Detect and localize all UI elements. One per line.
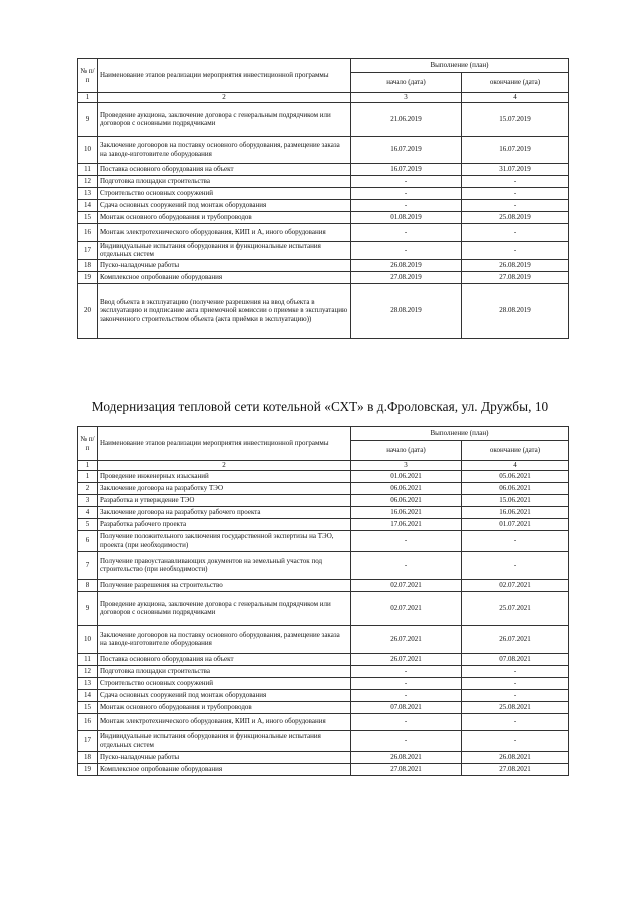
index-cell: 1	[78, 93, 98, 103]
row-number: 3	[78, 494, 98, 506]
end-date: 25.08.2021	[462, 701, 569, 713]
stage-name: Поставка основного оборудования на объект	[98, 163, 351, 175]
table-header	[78, 59, 569, 103]
table-row	[78, 518, 569, 530]
table-row	[78, 653, 569, 665]
stage-name: Подготовка площадки строительства	[98, 175, 351, 187]
stage-name: Проведение аукциона, заключение договора с генеральным подрядчиком или договоров с основными подрядчиками	[98, 102, 351, 136]
start-date: 16.07.2019	[351, 136, 462, 163]
stage-name: Монтаж основного оборудования и трубопроводов	[98, 701, 351, 713]
start-date: -	[351, 689, 462, 701]
end-date: -	[462, 199, 569, 211]
table-row	[78, 751, 569, 763]
end-date: -	[462, 223, 569, 241]
row-number: 18	[78, 751, 98, 763]
col-exec-header: Выполнение (план)	[351, 427, 569, 441]
end-date: -	[462, 665, 569, 677]
end-date: 28.08.2019	[462, 283, 569, 338]
schedule-table-2	[77, 426, 569, 776]
table-body	[78, 470, 569, 775]
row-number: 2	[78, 482, 98, 494]
table-row	[78, 283, 569, 338]
table-row	[78, 259, 569, 271]
stage-name: Пуско-наладочные работы	[98, 259, 351, 271]
start-date: 06.06.2021	[351, 482, 462, 494]
end-date: 07.08.2021	[462, 653, 569, 665]
start-date: 21.06.2019	[351, 102, 462, 136]
row-number: 14	[78, 689, 98, 701]
row-number: 9	[78, 591, 98, 625]
start-date: -	[351, 199, 462, 211]
table-row	[78, 102, 569, 136]
col-end-header: окончание (дата)	[462, 441, 569, 461]
row-number: 13	[78, 187, 98, 199]
start-date: 06.06.2021	[351, 494, 462, 506]
end-date: -	[462, 730, 569, 751]
col-exec-header: Выполнение (план)	[351, 59, 569, 73]
end-date: 31.07.2019	[462, 163, 569, 175]
table-row	[78, 625, 569, 653]
row-number: 5	[78, 518, 98, 530]
start-date: -	[351, 223, 462, 241]
table-row	[78, 506, 569, 518]
table-row	[78, 763, 569, 775]
row-number: 1	[78, 470, 98, 482]
stage-name: Сдача основных сооружений под монтаж оборудования	[98, 689, 351, 701]
index-cell: 3	[351, 461, 462, 471]
row-number: 17	[78, 241, 98, 259]
start-date: 28.08.2019	[351, 283, 462, 338]
index-cell: 3	[351, 93, 462, 103]
end-date: 27.08.2019	[462, 271, 569, 283]
col-name-header: Наименование этапов реализации мероприятия инвестиционной программы	[98, 427, 351, 461]
table-row	[78, 223, 569, 241]
start-date: 26.07.2021	[351, 653, 462, 665]
table-row	[78, 530, 569, 551]
start-date: -	[351, 241, 462, 259]
row-number: 19	[78, 763, 98, 775]
stage-name: Ввод объекта в эксплуатацию (получение разрешения на ввод объекта в эксплуатацию и подписание акта приемочной комиссии о приемке в эксплуатацию законченного строительством объекта (акта приёмки в эксплуатацию))	[98, 283, 351, 338]
table-row	[78, 730, 569, 751]
stage-name: Получение разрешения на строительство	[98, 579, 351, 591]
start-date: -	[351, 730, 462, 751]
row-number: 6	[78, 530, 98, 551]
row-number: 11	[78, 653, 98, 665]
end-date: 05.06.2021	[462, 470, 569, 482]
start-date: -	[351, 677, 462, 689]
end-date: 06.06.2021	[462, 482, 569, 494]
stage-name: Пуско-наладочные работы	[98, 751, 351, 763]
end-date: -	[462, 241, 569, 259]
col-start-header: начало (дата)	[351, 441, 462, 461]
stage-name: Строительство основных сооружений	[98, 187, 351, 199]
table-row	[78, 665, 569, 677]
row-number: 12	[78, 175, 98, 187]
start-date: 26.08.2019	[351, 259, 462, 271]
stage-name: Строительство основных сооружений	[98, 677, 351, 689]
table-row	[78, 701, 569, 713]
stage-name: Проведение инженерных изысканий	[98, 470, 351, 482]
start-date: 16.06.2021	[351, 506, 462, 518]
row-number: 11	[78, 163, 98, 175]
col-start-header: начало (дата)	[351, 73, 462, 93]
table-row	[78, 163, 569, 175]
end-date: -	[462, 530, 569, 551]
table-row	[78, 241, 569, 259]
start-date: -	[351, 551, 462, 579]
stage-name: Подготовка площадки строительства	[98, 665, 351, 677]
row-number: 17	[78, 730, 98, 751]
start-date: 26.08.2021	[351, 751, 462, 763]
start-date: 07.08.2021	[351, 701, 462, 713]
stage-name: Поставка основного оборудования на объект	[98, 653, 351, 665]
row-number: 16	[78, 713, 98, 730]
schedule-table-1	[77, 58, 569, 339]
row-number: 18	[78, 259, 98, 271]
table-row	[78, 482, 569, 494]
row-number: 16	[78, 223, 98, 241]
table-row	[78, 199, 569, 211]
end-date: -	[462, 689, 569, 701]
end-date: 26.08.2019	[462, 259, 569, 271]
table-row	[78, 494, 569, 506]
end-date: 26.08.2021	[462, 751, 569, 763]
stage-name: Получение правоустанавливающих документов на земельный участок под строительство (при необходимости)	[98, 551, 351, 579]
stage-name: Заключение договора на разработку ТЭО	[98, 482, 351, 494]
row-number: 20	[78, 283, 98, 338]
stage-name: Заключение договоров на поставку основного оборудования, размещение заказа на заводе-изготовителе оборудования	[98, 625, 351, 653]
table-row	[78, 591, 569, 625]
end-date: 16.06.2021	[462, 506, 569, 518]
start-date: 01.06.2021	[351, 470, 462, 482]
start-date: 02.07.2021	[351, 591, 462, 625]
stage-name: Заключение договоров на поставку основного оборудования, размещение заказа на заводе-изготовителе оборудования	[98, 136, 351, 163]
section-title: Модернизация тепловой сети котельной «СХТ» в д.Фроловская, ул. Дружбы, 10	[91, 399, 549, 414]
stage-name: Индивидуальные испытания оборудования и функциональные испытания отдельных систем	[98, 730, 351, 751]
end-date: 02.07.2021	[462, 579, 569, 591]
start-date: -	[351, 713, 462, 730]
stage-name: Монтаж электротехнического оборудования, КИП и А, иного оборудования	[98, 223, 351, 241]
table-row	[78, 187, 569, 199]
end-date: -	[462, 175, 569, 187]
stage-name: Проведение аукциона, заключение договора с генеральным подрядчиком или договоров с основными подрядчиками	[98, 591, 351, 625]
col-num-header: № п/п	[78, 59, 98, 93]
row-number: 10	[78, 136, 98, 163]
stage-name: Разработка и утверждение ТЭО	[98, 494, 351, 506]
start-date: 16.07.2019	[351, 163, 462, 175]
table-row	[78, 211, 569, 223]
table-row	[78, 689, 569, 701]
row-number: 9	[78, 102, 98, 136]
end-date: 15.06.2021	[462, 494, 569, 506]
row-number: 14	[78, 199, 98, 211]
table-row	[78, 175, 569, 187]
table-row	[78, 470, 569, 482]
table-row	[78, 136, 569, 163]
end-date: -	[462, 551, 569, 579]
start-date: 26.07.2021	[351, 625, 462, 653]
row-number: 12	[78, 665, 98, 677]
end-date: 15.07.2019	[462, 102, 569, 136]
start-date: 27.08.2021	[351, 763, 462, 775]
index-cell: 1	[78, 461, 98, 471]
table-row	[78, 677, 569, 689]
stage-name: Заключение договора на разработку рабочего проекта	[98, 506, 351, 518]
row-number: 10	[78, 625, 98, 653]
stage-name: Монтаж основного оборудования и трубопроводов	[98, 211, 351, 223]
row-number: 19	[78, 271, 98, 283]
row-number: 7	[78, 551, 98, 579]
col-end-header: окончание (дата)	[462, 73, 569, 93]
col-num-header: № п/п	[78, 427, 98, 461]
start-date: 17.06.2021	[351, 518, 462, 530]
row-number: 8	[78, 579, 98, 591]
table-row	[78, 551, 569, 579]
end-date: 27.08.2021	[462, 763, 569, 775]
end-date: 26.07.2021	[462, 625, 569, 653]
end-date: 25.07.2021	[462, 591, 569, 625]
stage-name: Комплексное опробование оборудования	[98, 763, 351, 775]
start-date: -	[351, 187, 462, 199]
end-date: 25.08.2019	[462, 211, 569, 223]
row-number: 13	[78, 677, 98, 689]
row-number: 15	[78, 701, 98, 713]
index-cell: 2	[98, 461, 351, 471]
end-date: 16.07.2019	[462, 136, 569, 163]
stage-name: Получение положительного заключения государственной экспертизы на ТЭО, проекта (при необходимости)	[98, 530, 351, 551]
index-cell: 4	[462, 93, 569, 103]
end-date: -	[462, 677, 569, 689]
start-date: -	[351, 175, 462, 187]
table-row	[78, 579, 569, 591]
start-date: 27.08.2019	[351, 271, 462, 283]
stage-name: Разработка рабочего проекта	[98, 518, 351, 530]
stage-name: Сдача основных сооружений под монтаж оборудования	[98, 199, 351, 211]
start-date: 01.08.2019	[351, 211, 462, 223]
row-number: 4	[78, 506, 98, 518]
stage-name: Индивидуальные испытания оборудования и функциональные испытания отдельных систем	[98, 241, 351, 259]
end-date: -	[462, 187, 569, 199]
index-cell: 2	[98, 93, 351, 103]
row-number: 15	[78, 211, 98, 223]
start-date: -	[351, 530, 462, 551]
stage-name: Монтаж электротехнического оборудования, КИП и А, иного оборудования	[98, 713, 351, 730]
table-header	[78, 427, 569, 471]
start-date: 02.07.2021	[351, 579, 462, 591]
col-name-header: Наименование этапов реализации мероприятия инвестиционной программы	[98, 59, 351, 93]
table-body	[78, 102, 569, 338]
table-row	[78, 271, 569, 283]
start-date: -	[351, 665, 462, 677]
end-date: -	[462, 713, 569, 730]
table-row	[78, 713, 569, 730]
end-date: 01.07.2021	[462, 518, 569, 530]
stage-name: Комплексное опробование оборудования	[98, 271, 351, 283]
index-cell: 4	[462, 461, 569, 471]
